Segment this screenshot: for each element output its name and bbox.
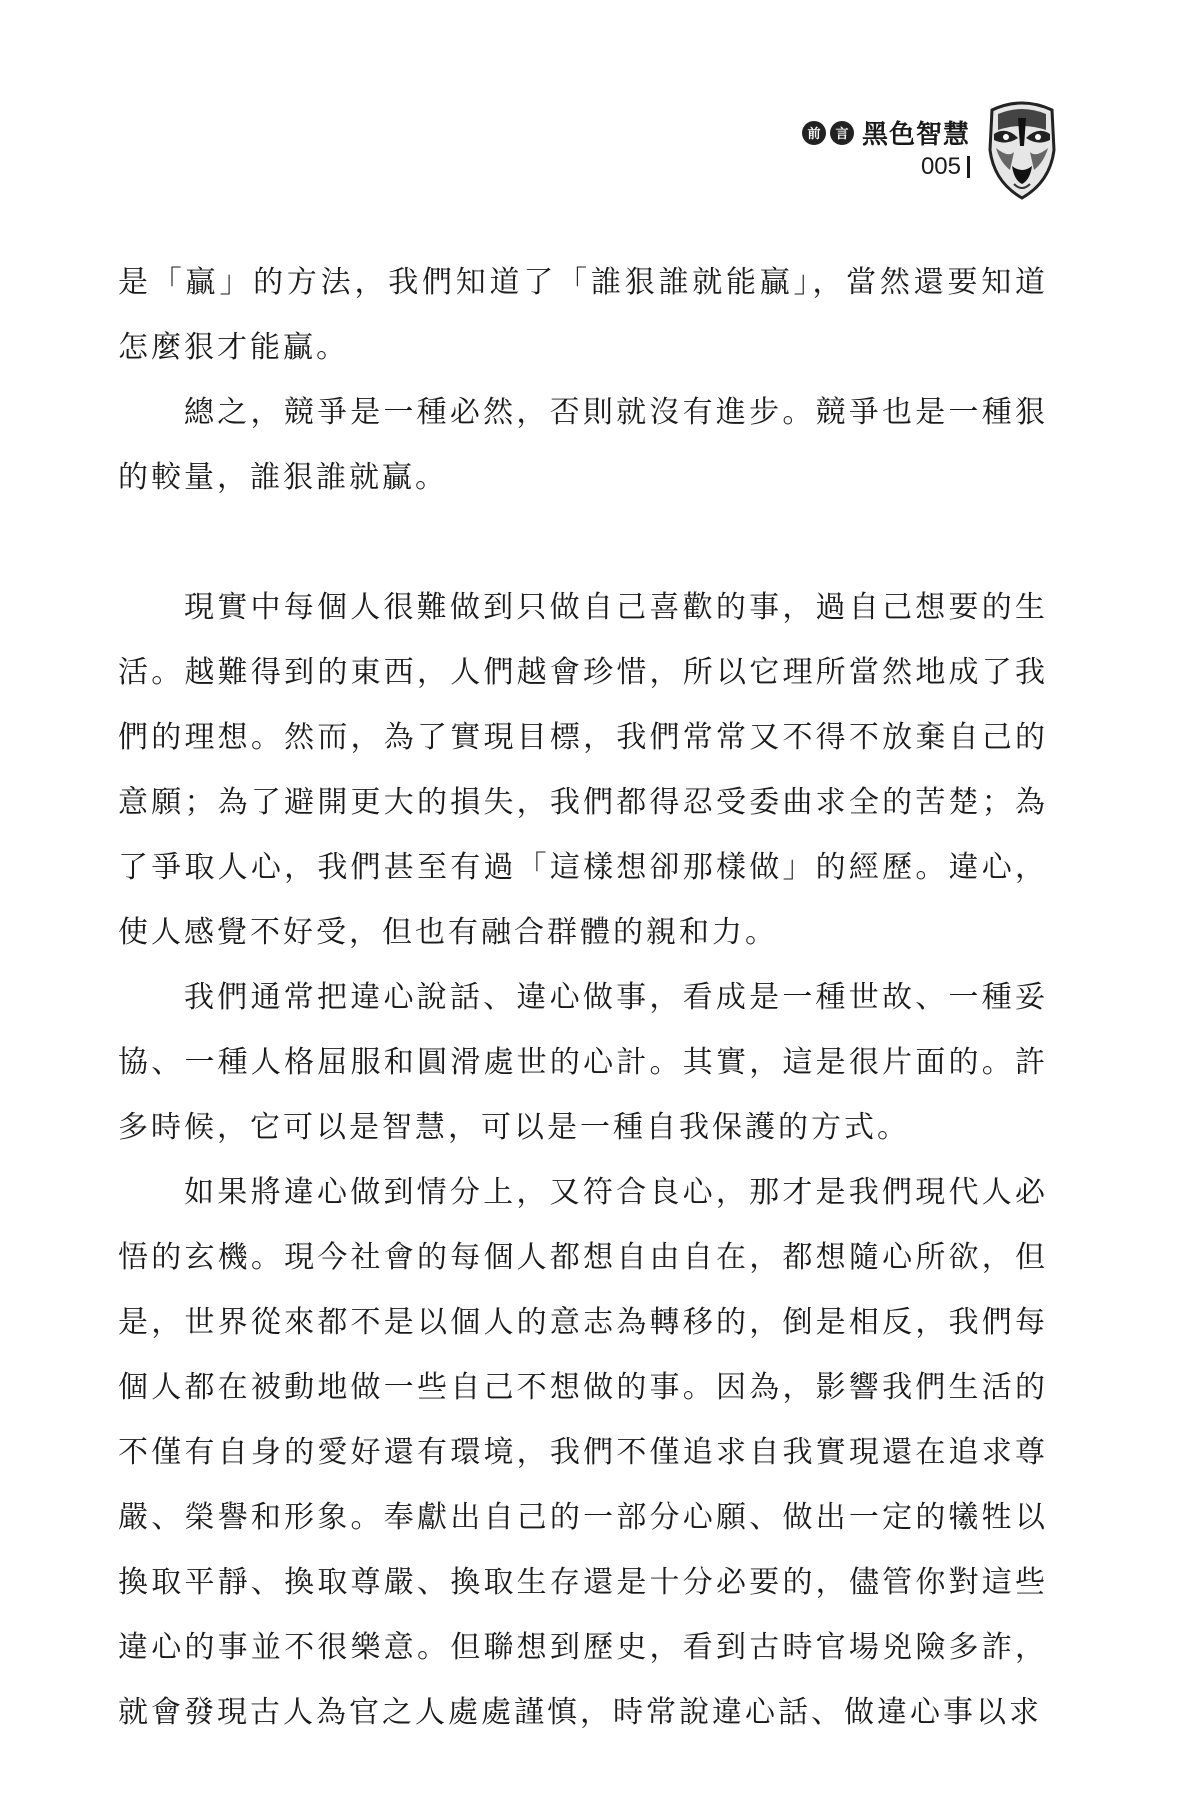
chapter-title: 黑色智慧 xyxy=(861,120,970,150)
paragraph-2: 總之，競爭是一種必然，否則就沒有進步。競爭也是一種狠的較量，誰狠誰就贏。 xyxy=(118,395,1048,495)
section-gap xyxy=(118,510,1048,575)
opera-mask-icon xyxy=(984,100,1060,200)
chapter-line xyxy=(802,114,970,151)
paragraph-1: 是「贏」的方法，我們知道了「誰狠誰就能贏」，當然還要知道怎麼狠才能贏。 xyxy=(118,265,1048,365)
chapter-badge-1: 前 xyxy=(802,121,826,145)
page-number: 005 xyxy=(920,153,961,180)
paragraph-5: 如果將違心做到情分上，又符合良心，那才是我們現代人必悟的玄機。現今社會的每個人都想自由自在，都想隨心所欲，但是，世界從來都不是以個人的意志為轉移的，倒是相反，我們每個人都在被動地做一些自己不想做的事。因為，影響我們生活的不僅有自身的愛好還有環境，我們不僅追求自我實現還在追求尊嚴、榮譽和形象。奉獻出自己的一部分心願、做出一定的犧牲以換取平靜、換取尊嚴、換取生存還是十分必要的，儘管你對這些違心的事並不很樂意。但聯想到歷史，看到古時官場兇險多詐，就會發現古人為官之人處處謹慎，時常說違心話、做違心事以求 xyxy=(118,1175,1048,1730)
page-number-line xyxy=(802,153,970,181)
body-text xyxy=(118,250,1048,1745)
paragraph-4: 我們通常把違心說話、違心做事，看成是一種世故、一種妥協、一種人格屈服和圓滑處世的心計。其實，這是很片面的。許多時候，它可以是智慧，可以是一種自我保護的方式。 xyxy=(118,980,1048,1145)
paragraph-3: 現實中每個人很難做到只做自己喜歡的事，過自己想要的生活。越難得到的東西，人們越會珍惜，所以它理所當然地成了我們的理想。然而，為了實現目標，我們常常又不得不放棄自己的意願；為了避開更大的損失，我們都得忍受委曲求全的苦楚；為了爭取人心，我們甚至有過「這樣想卻那樣做」的經歷。違心，使人感覺不好受，但也有融合群體的親和力。 xyxy=(118,590,1048,950)
page-number-bar xyxy=(967,156,970,178)
header-text xyxy=(802,114,970,181)
chapter-badge-2: 言 xyxy=(830,121,854,145)
page-header xyxy=(660,100,1060,210)
